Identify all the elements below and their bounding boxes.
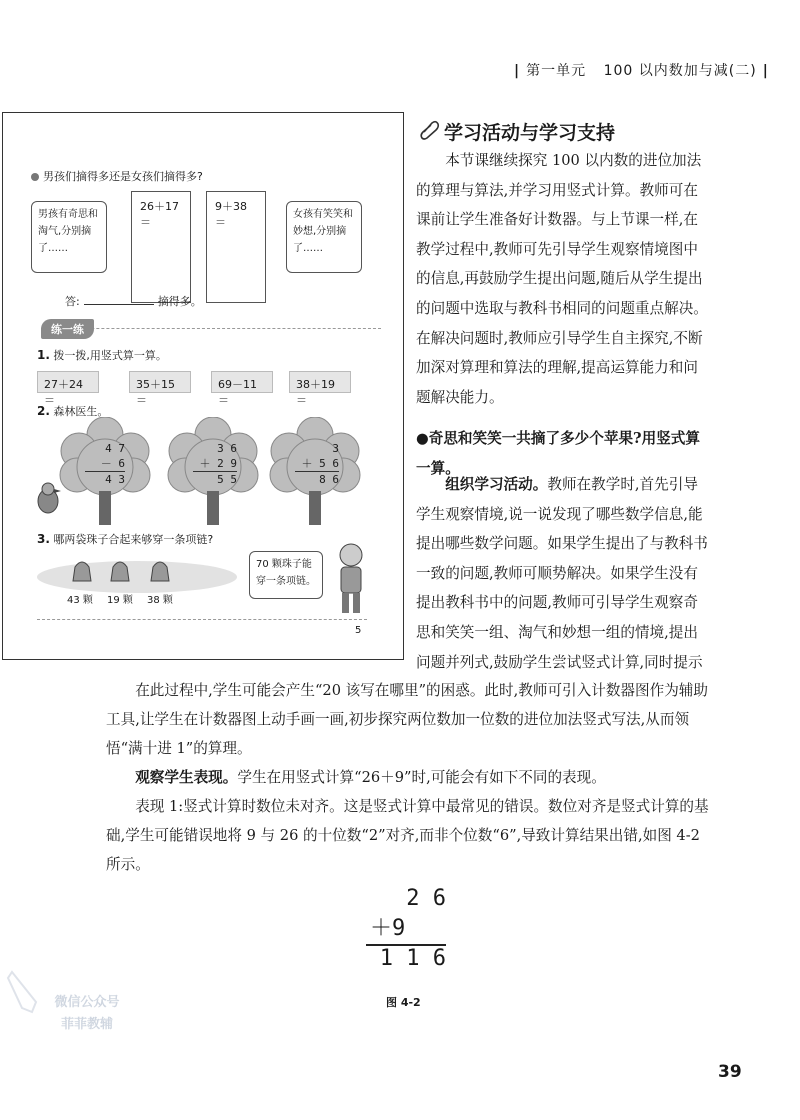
tree-2-calc: 3 6 ＋ 2 9 5 5 (193, 441, 237, 487)
boy-speech-bubble: 男孩有奇思和淘气,分别摘了…… (31, 201, 107, 273)
unit-label: 第一单元 (526, 63, 587, 79)
exercise-3-label: 3. 哪两袋珠子合起来够穿一条项链? (37, 532, 214, 546)
exercise-box: 27＋24＝ (37, 371, 99, 393)
bead-bag-icon (71, 557, 93, 583)
exercise-box: 38＋19＝ (289, 371, 351, 393)
textbook-page-number: 5 (355, 625, 362, 636)
para-5: 表现 1:竖式计算时数位未对齐。这是竖式计算中最常见的错误。数位对齐是竖式计算的基础,学生可能错误地将 9 与 26 的十位数“2”对齐,而非个位数“6”,导致计算结果出错,如图 4-2 所示。 (106, 798, 709, 873)
figure-4-2 (366, 886, 446, 971)
exercise-box: 35＋15＝ (129, 371, 191, 393)
bead-count: 38 颗 (147, 595, 173, 606)
org-activity-paragraph: 组织学习活动。教师在教学时,首先引导学生观察情境,说一说发现了哪些数学信息,能提出哪些数学问题。如果学生提出了与教科书一致的问题,教师可顺势解决。如果学生没有提出教科书中的问题,教师可引导学生观察奇思和笑笑一组、淘气和妙想一组的情境,提出问题并列式,鼓励学生尝试竖式计算,同时提示 (416, 476, 708, 671)
tree-1-calc: 4 7 － 6 4 3 (85, 441, 125, 487)
running-header: | 第一单元 100 以内数加与减(二) | (514, 63, 769, 79)
figure-top-number: 2 6 (406, 886, 446, 911)
answer-line: 答: 摘得多。 (65, 295, 202, 308)
calc-box-1: 26＋17＝ (131, 191, 191, 303)
exercise-box: 69－11＝ (211, 371, 273, 393)
tree-3-calc: 3 ＋ 5 6 8 6 (295, 441, 339, 487)
page-number: 39 (718, 1062, 742, 1082)
bead-bag-icon (109, 557, 131, 583)
child-figure-icon (329, 541, 373, 617)
section-title: 学习活动与学习支持 (444, 122, 616, 144)
girl-speech-bubble: 女孩有笑笑和妙想,分别摘了…… (286, 201, 362, 273)
unit-title: 100 以内数加与减(二) (603, 63, 757, 79)
paperclip-icon (418, 118, 440, 140)
textbook-question: 男孩们摘得多还是女孩们摘得多? (31, 168, 203, 184)
bird-doctor-icon (33, 481, 63, 517)
bullet-heading: ●奇思和笑笑一共摘了多少个苹果?用竖式算一算。 (416, 430, 700, 477)
para-3: 在此过程中,学生可能会产生“20 该写在哪里”的困惑。此时,教师可引入计数器图作为辅助工具,让学生在计数器图上动手画一画,初步探究两位数加一位数的进位加法竖式写法,从而领悟“满十进 1”的算理。 (106, 682, 708, 757)
guide-paragraph-1: 本节课继续探究 100 以内数的进位加法的算理与算法,并学习用竖式计算。教师可在课前让学生准备好计数器。与上节课一样,在教学过程中,教师可先引导学生观察情境图中的信息,再鼓励学生提出问题,随后从学生提出的问题中选取与教科书相同的问题重点解决。在解决问题时,教师应引导学生自主探究,不断加深对算理和算法的理解,提高运算能力和问题解决能力。 (416, 152, 708, 406)
bead-shelf (37, 561, 237, 593)
figure-caption: 图 4-2 (386, 996, 421, 1009)
practice-tag: 练一练 (41, 319, 94, 339)
divider (37, 619, 367, 620)
figure-result: 1 1 6 (366, 944, 446, 971)
full-width-text (106, 676, 712, 879)
calc-box-2: 9＋38＝ (206, 191, 266, 303)
bead-speech-bubble: 70 颗珠子能穿一条项链。 (249, 551, 323, 599)
bullet-icon (31, 173, 39, 181)
para-4: 观察学生表现。学生在用竖式计算“26＋9”时,可能会有如下不同的表现。 (135, 769, 606, 786)
watermark: 微信公众号 菲菲教辅 (54, 995, 120, 1032)
bead-count: 19 颗 (107, 595, 133, 606)
bead-count: 43 颗 (67, 595, 93, 606)
bead-bag-icon (149, 557, 171, 583)
exercise-2-label: 2. 森林医生。 (37, 404, 109, 418)
figure-addend: ＋9 (370, 916, 406, 941)
exercise-1-label: 1. 拨一拨,用竖式算一算。 (37, 348, 167, 362)
textbook-page-image (2, 112, 404, 660)
